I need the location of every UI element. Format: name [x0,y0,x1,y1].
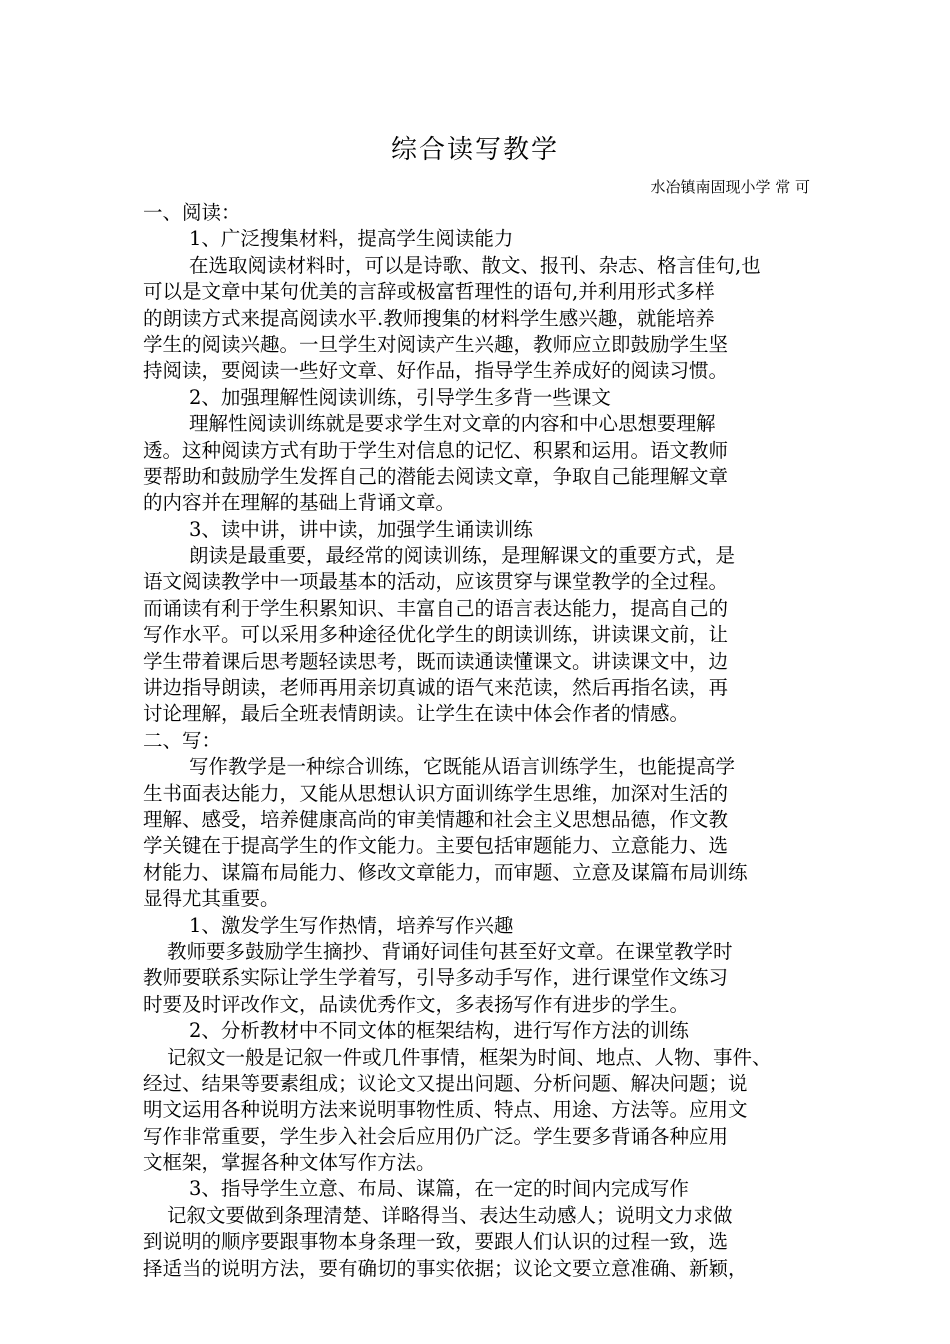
text-line: 写作教学是一种综合训练，它既能从语言训练学生，也能提高学 [189,755,736,779]
text-line: 学生的阅读兴趣。一旦学生对阅读产生兴趣，教师应立即鼓励学生坚 [143,332,729,356]
text-line: 择适当的说明方法，要有确切的事实依据；议论文要立意准确、新颖， [143,1256,748,1280]
text-line: 教师要多鼓励学生摘抄、背诵好词佳句甚至好文章。在课堂教学时 [167,939,733,963]
text-line: 的内容并在理解的基础上背诵文章。 [143,491,456,515]
text-line: 二、写： [143,728,222,752]
text-line: 明文运用各种说明方法来说明事物性质、特点、用途、方法等。应用文 [143,1098,748,1122]
text-line: 而诵读有利于学生积累知识、丰富自己的语言表达能力，提高自己的 [143,596,729,620]
text-line: 记叙文要做到条理清楚、详略得当、表达生动感人；说明文力求做 [167,1203,733,1227]
text-line: 讲边指导朗读，老师再用亲切真诚的语气来范读，然后再指名读，再 [143,676,729,700]
text-line: 材能力、谋篇布局能力、修改文章能力，而审题、立意及谋篇布局训练 [143,860,748,884]
text-line: 学生带着课后思考题轻读思考，既而读通读懂课文。讲读课文中，边 [143,649,729,673]
text-line: 写作水平。可以采用多种途径优化学生的朗读训练，讲读课文前，让 [143,623,729,647]
text-line: 时要及时评改作文，品读优秀作文，多表扬写作有进步的学生。 [143,992,690,1016]
text-line: 到说明的顺序要跟事物本身条理一致，要跟人们认识的过程一致，选 [143,1230,729,1254]
text-line: 3、读中讲，讲中读，加强学生诵读训练 [189,517,533,541]
text-line: 1、激发学生写作热情，培养写作兴趣 [189,913,514,937]
text-line: 理解性阅读训练就是要求学生对文章的内容和中心思想要理解 [189,412,716,436]
text-line: 理解、感受，培养健康高尚的审美情趣和社会主义思想品德，作文教 [143,807,729,831]
text-line: 经过、结果等要素组成；议论文又提出问题、分析问题、解决问题；说 [143,1071,748,1095]
document-author: 水冶镇南固现小学 常 可 [650,178,810,196]
text-line: 教师要联系实际让学生学着写，引导多动手写作，进行课堂作文练习 [143,966,729,990]
document-title: 综合读写教学 [390,135,559,165]
document-body [143,200,813,1282]
text-line: 2、分析教材中不同文体的框架结构，进行写作方法的训练 [189,1019,689,1043]
text-line: 学关键在于提高学生的作文能力。主要包括审题能力、立意能力、选 [143,834,729,858]
text-line: 记叙文一般是记叙一件或几件事情，框架为时间、地点、人物、事件、 [167,1045,772,1069]
text-line: 在选取阅读材料时，可以是诗歌、散文、报刊、杂志、格言佳句,也 [189,253,761,277]
text-line: 的朗读方式来提高阅读水平.教师搜集的材料学生感兴趣，就能培养 [143,306,715,330]
text-line: 语文阅读教学中一项最基本的活动，应该贯穿与课堂教学的全过程。 [143,570,729,594]
text-line: 要帮助和鼓励学生发挥自己的潜能去阅读文章，争取自己能理解文章 [143,464,729,488]
text-line: 显得尤其重要。 [143,887,280,911]
text-line: 3、指导学生立意、布局、谋篇，在一定的时间内完成写作 [189,1177,689,1201]
text-line: 文框架，掌握各种文体写作方法。 [143,1151,436,1175]
text-line: 2、加强理解性阅读训练，引导学生多背一些课文 [189,385,611,409]
text-line: 1、广泛搜集材料，提高学生阅读能力 [189,227,514,251]
text-line: 持阅读，要阅读一些好文章、好作品，指导学生养成好的阅读习惯。 [143,359,729,383]
text-line: 透。这种阅读方式有助于学生对信息的记忆、积累和运用。语文教师 [143,438,729,462]
text-line: 可以是文章中某句优美的言辞或极富哲理性的语句,并利用形式多样 [143,280,715,304]
text-line: 讨论理解，最后全班表情朗读。让学生在读中体会作者的情感。 [143,702,690,726]
text-line: 生书面表达能力，又能从思想认识方面训练学生思维，加深对生活的 [143,781,729,805]
text-line: 一、阅读： [143,201,241,224]
text-line: 朗读是最重要，最经常的阅读训练，是理解课文的重要方式，是 [189,544,736,568]
text-line: 写作非常重要，学生步入社会后应用仍广泛。学生要多背诵各种应用 [143,1124,729,1148]
